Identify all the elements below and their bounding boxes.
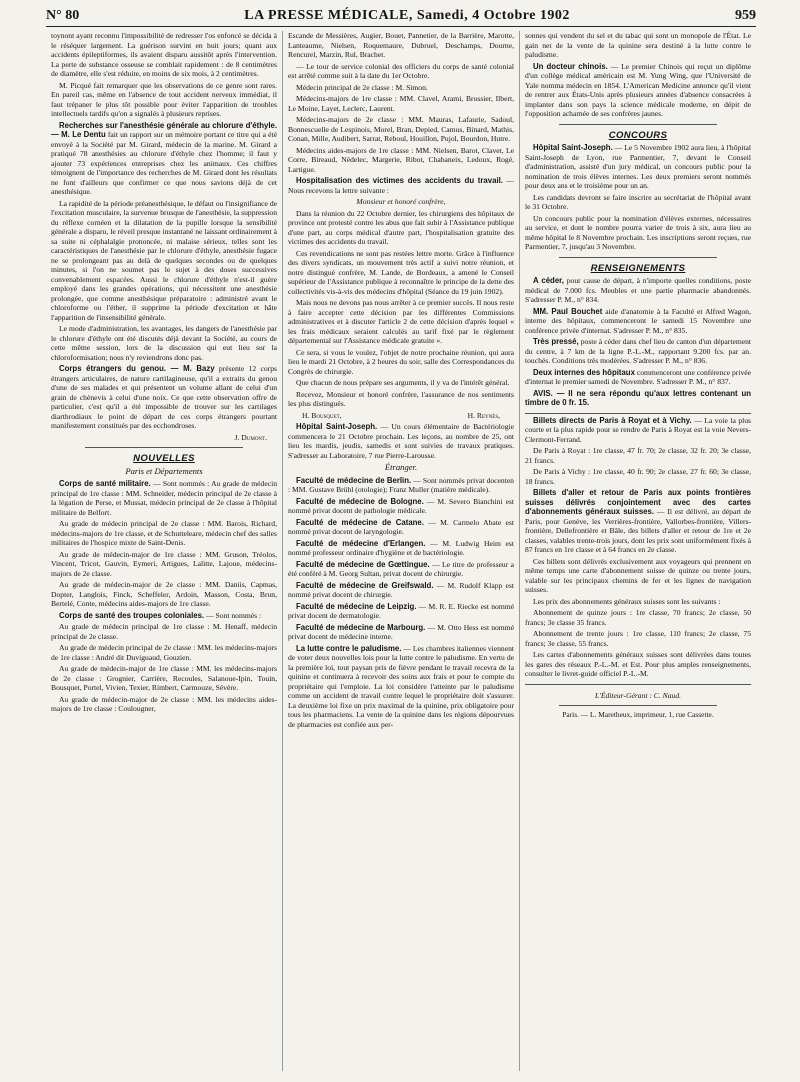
article [51, 121, 277, 197]
paragraph: Ces billets sont délivrés exclusivement aux voyageurs qui prennent en même temps une carte d'abonnement suisse de quinze ou trente jours, valable sur les principaux chemins de fer et les lignes de navigation suisses. [525, 556, 751, 594]
paragraph: Ces revendications ne sont pas restées lettre morte. Grâce à l'influence des divers syndicats, un mouvement très actif a suivi notre réunion, et notre distingué confrère, M. Lande, de Bordeaux, a amené le Conseil supérieur de l'Assistance publique à reconnaître le principe de la dette des collectivités vis-à-vis des médecins d'hôpital (Séance du 19 juin 1902). [288, 248, 514, 296]
paragraph: Médecins-majors de 1re classe : MM. Clavel, Arami, Brossier, Ilbert, Le Moine, Layet, Leclerc, Laurent. [288, 94, 514, 113]
letter-signatures [288, 411, 514, 421]
paragraph: toynont ayant reconnu l'impossibilité de redresser l'os enfoncé se décida à le réséquer largement. La guérison survint en huit jours; quant aux accidents épileptiformes, ils avaient disparu aussitôt après l'intervention. La perte de substance osseuse se comblait rapidement : de 8 centimètres de diamètre, elle s'est réduite, en moins de six mois, à 2 centimètres. [51, 31, 277, 78]
paragraph: Au grade de médecin-major de 2e classe : MM. les médecins aides-majors de 1re classe : Coulougner, [51, 694, 277, 713]
paragraph: — Le tour de service colonial des officiers du corps de santé colonial est arrêté comme suit à la date du 1er Octobre. [288, 61, 514, 80]
paragraph: Au grade de médecin principal de 2e classe : MM. les médecins-majors de 1re classe : André dit Duviguaud, Gouzien. [51, 643, 277, 662]
article-title: Hospitalisation des victimes des accidents du travail. [296, 176, 503, 185]
paragraph: Un concours public pour la nomination d'élèves externes, nécessaires au service, et dont le nombre pourra varier de trois à six, aura lieu au même hôpital le 8 Novembre prochain. Les inscriptions seront reçues, rue Parmentier, 7, jusqu'au 3 Novembre. [525, 213, 751, 251]
signature-a: H. Bousquet, [302, 410, 342, 420]
paragraph: Au grade de médecin principal de 1re classe : M. Henaff, médecin principal de 2e classe. [51, 622, 277, 641]
paragraph: Médecins aides-majors de 1re classe : MM. Nielsen, Barot, Clavet, Le Corre, Bireaud, Nédelec, Margerie, Ribot, Chabaneix, Ledoux, Rogé, Lartigue. [288, 145, 514, 174]
section-heading: CONCOURS [608, 129, 668, 141]
journal-title: LA PRESSE MÉDICALE, Samedi, 4 Octobre 1902 [244, 8, 570, 23]
editor-line: L'Éditeur-Gérant : C. Naud. [594, 690, 682, 700]
divider [525, 684, 751, 685]
paragraph: Les prix des abonnements généraux suisses sont les suivants : [533, 596, 721, 606]
article: Un docteur chinois. — Le premier Chinois qui reçut un diplôme d'un collège médical américain est M. Yung Wing, que l'Université de Yale nomma médecin en 1854. L'American Medicine annonce qu'il vient de rentrer aux États-Unis après plusieurs années d'absence consacrées à implanter dans son pays la science médicale moderne, en dépit de l'opposition acharnée de ses confrères jaunes. [525, 61, 752, 118]
paragraph: Au grade de médecin-major de 1re classe : MM. Gruson, Tréolos, Vincent, Tricot, Gauvin, Eymeri, Artigues, Lalitte, Lajoue, médecins-majors de 2e classe. [51, 549, 277, 578]
classified-ad: Deux internes des hôpitaux commenceront une conférence privée d'internat le premier samedi de Novembre. S'adresser P. M., n° 837. [525, 367, 751, 386]
subsection-heading: Paris et Départements [125, 465, 203, 476]
divider [559, 705, 717, 706]
article: Faculté de médecine d'Erlangen. — M. Ludwig Heim est nommé professeur ordinaire d'hygiène et de bactériologie. [288, 538, 514, 557]
article: Faculté de médecine de Catane. — M. Carmelo Abate est nommé privat docent de laryngologie. [288, 517, 514, 536]
signature-b: H. Reynès, [467, 410, 500, 420]
author-signature: J. Dumont. [234, 432, 267, 442]
paragraph: Médecins-majors de 2e classe : MM. Mauras, Lafaurie, Sadoul, Bonnescuelle de Lespinois, Morel, Bran, Depied, Camus, Binard, Mathis, Conan, Mille, Audibert, Sarrat, Reboul, Houillon, Pujol, Bourdon, Hutre. [288, 115, 514, 143]
article [51, 364, 277, 431]
paragraph: M. Picqué fait remarquer que les observations de ce genre sont rares. En pareil cas, même en l'absence de tout accident nerveux immédiat, il faut trépaner le plus tôt possible pour éviter l'apparition de troubles intellectuels tardifs qu'on a signalés à plusieurs reprises. [51, 80, 277, 118]
article-text: — Sont nommés : [206, 610, 262, 620]
paragraph: Au grade de médecin-major de 2e classe : MM. Daniis, Capmas, Dopter, Langlois, Finck, Scheffeler, Ardoin, Masson, Costa, Brun, Bertelé, Conte, médecins aides-majors de 1re classe. [51, 580, 277, 608]
paragraph: Au grade de médecin-major de 1re classe : MM. les médecins-majors de 2e classe : Grognier, Carrière, Recoules, Salanoue-Ipin, Touin, Bousquet, Portel, Vivien, Texier, Rimbert, Carmouze, Sévère. [51, 664, 277, 692]
article [51, 479, 277, 517]
paragraph: Ce sera, si vous le voulez, l'objet de notre prochaine réunion, qui aura lieu le mardi 21 Octobre, à 2 heures du soir, salle des Correspondances du Congrès de chirurgie. [288, 347, 514, 376]
article-text: — Sont nommés : Au grade de médecin principal de 1re classe : MM. Schneider, médecin principal de 2e classe à la légation de Perse, et Mussat, médecin principal de 2e classe à l'hôpital militaire de Belfort. [51, 479, 277, 517]
divider [525, 413, 751, 414]
fare-line: De Paris à Royat : 1re classe, 47 fr. 70; 2e classe, 32 fr. 20; 3e classe, 21 francs. [525, 446, 751, 465]
article-text: — Un cours élémentaire de Bactériologie commencera le 21 Octobre prochain. Les leçons, au nombre de 25, ont lieu les mardis, jeudis, samedis et sont suivies de travaux pratiques. S'adresser au Laboratoire, 7 rue Pierre-Larousse. [288, 422, 514, 460]
section-heading: RENSEIGNEMENTS [590, 262, 686, 274]
paragraph: Recevez, Monsieur et honoré confrère, l'assurance de nos sentiments les plus distingués. [288, 389, 514, 408]
fare-line: Abonnement de quinze jours : 1re classe, 70 francs; 2e classe, 50 francs; 3e classe 35 francs. [525, 608, 751, 627]
article-text: — Nous recevons la lettre suivante : [288, 176, 515, 195]
article: Billets directs de Paris à Royat et à Vichy. — La voie la plus courte et la plus rapide pour se rendre de Paris à Royat est la voie Nevers-Clermont-Ferrand. [525, 415, 751, 444]
classified-ad: Très pressé, poste à céder dans chef lieu de canton d'un département du centre, à 7 km de la ligne P.-L.-M., rapportant 9.200 fcs. par an. touchés. Conditions très modérées. S'adresser P. M., n° 836. [525, 337, 752, 365]
column-2 [282, 31, 519, 1071]
paragraph: Les cartes d'abonnements généraux suisses sont délivrées dans toutes les gares des réseaux P.-L.-M. et Est. Pour plus amples renseignements, consulter le livret-guide officiel P.-L.-M. [525, 650, 751, 678]
article-text: fait un rapport sur un mémoire portant ce titre qui a été envoyé à la Société par M. Girard, médecin de la marine. M. Girard a pratiqué 78 anesthésies au chlorure d'éthyle chez l'homme; il faut y ajouter 73 expériences entreprises chez les animaux. Ces chiffres témoignent de l'importance des recherches de M. Girard dont les résultats ne font d'ailleurs que confirmer ce que nous savions déjà de cet anesthésique. [51, 130, 277, 196]
paragraph: Au grade de médecin principal de 2e classe : MM. Barois, Richard, médecins-majors de 1re classe, et de Schutteleare, médecin chef des salles militaires de l'hospice mixte de Saint-Denis. [51, 519, 277, 547]
article-title: Corps de santé des troupes coloniales. [59, 610, 205, 620]
article: Billets d'aller et retour de Paris aux points frontières suisses délivrés conjointement avec des cartes d'abonnements généraux suisses. — Il est délivré, au départ de Paris, pour Genève, les Verrières-frontière, Vallorbes-frontière, Villers-frontière, Dellefrontière et Bâle, des billets d'aller et retour de 1re et 2e classes, valables trente-trois jours, dont les prix sont uniformément fixés à 87 francs en 1re classe et à 64 francs en 2e classe. [525, 488, 751, 554]
paragraph: Que chacun de nous prépare ses arguments, il y va de l'intérêt général. [296, 378, 510, 387]
paragraph: Les candidats devront se faire inscrire au secrétariat de l'hôpital avant le 31 Octobre. [525, 192, 751, 211]
article: Faculté de médecine de Berlin. — Sont nommés privat docenten : MM. Gustave Brühl (otologie); Franz Muller (matière médicale). [288, 475, 514, 494]
paragraph: sonnes qui vendent du sel et du tabac qui sont un monopole de l'État. Le gain net de la vente de la quinine sera destiné à la lutte contre le paludisme. [525, 31, 751, 59]
fare-line: De Paris à Vichy : 1re classe, 40 fr. 90; 2e classe, 27 fr. 60; 3e classe, 18 francs. [525, 467, 751, 486]
article: Faculté de médecine de Marbourg. — M. Otto Hess est nommé privat docent de médecine interne. [288, 622, 514, 641]
letter-salutation: Monsieur et honoré confrère, [356, 197, 446, 206]
paragraph: Le mode d'administration, les avantages, les dangers de l'anesthésie par le chlorure d'éthyle ont été discutés déjà devant la Société, au cours de cette même session, lors de la discussion qui eut lieu sur la chloroformisation; nous n'y reviendrons donc pas. [51, 324, 277, 362]
paragraph: Dans la réunion du 22 Octobre dernier, les chirurgiens des hôpitaux de province ont protesté contre les abus que fait subir à l'Assistance publique d'une part, au corps médical d'autre part, l'hospitalisation gratuite des victimes des accidents du travail. [288, 208, 514, 246]
notice: AVIS. — Il ne sera répondu qu'aux lettres contenant un timbre de 0 fr. 15. [525, 388, 751, 407]
article-title: Recherches sur l'anesthésie générale au chlorure d'éthyle. — M. Le Dentu [51, 120, 277, 139]
article-title: Hôpital Saint-Joseph. [296, 422, 378, 431]
paragraph: Médecin principal de 2e classe : M. Simon. [296, 82, 428, 92]
article [288, 422, 514, 460]
printer-line: Paris. — L. Maretheux, imprimeur, 1, rue Cassette. [562, 710, 714, 719]
issue-number: N° 80 [46, 8, 80, 23]
article: Hôpital Saint-Joseph. — Le 5 Novembre 1902 aura lieu, à l'hôpital Saint-Joseph de Lyon, rue Parmentier, 7, devant le Conseil d'administration, assisté d'un jury médical, un concours public pour la nomination de trois élèves internes. Les deux premiers seront nommés pour deux ans et le troisième pour un an. [525, 143, 751, 190]
article: Faculté de médecine de Gœttingue. — Le titre de professeur a été conféré à M. Georg Sultan, privat docent de chirurgie. [288, 559, 514, 578]
divider [85, 447, 243, 448]
paragraph: Escande de Messières, Augier, Bouet, Pannetier, de la Barrière, Marotte, Lanteaume, Nielsen, Roquemaure, Dubruel, Deschamps, Dourne, Rencurel, Marzin, Rul, Brachet. [288, 31, 514, 59]
page-number: 959 [734, 8, 756, 23]
section-heading: NOUVELLES [133, 453, 195, 464]
article-title: Corps de santé militaire. [59, 479, 151, 488]
fare-line: Abonnement de trente jours : 1re classe, 110 francs; 2e classe, 75 francs; 3e classe, 55 francs. [525, 629, 751, 648]
column-1 [46, 31, 282, 1071]
article: Faculté de médecine de Leipzig. — M. R. E. Riecke est nommé privat docent de dermatologie. [288, 601, 514, 620]
article [51, 611, 277, 621]
paragraph: La rapidité de la période préanesthésique, le défaut ou l'insignifiance de l'excitation musculaire, la survenue brusque de l'anesthésie, la suppression du réflexe cornéen et la dilatation de la pupille lorsque la sensibilité générale a disparu, le réveil presque instantané ne laissant ordinairement à sa suite ni céphalalgie prononcée, ni malaise sérieux, telles sont les caractéristiques de l'anesthésie par le chlorure d'éthyle, anesthésie fugace ne se prolongeant pas au delà de quelques secondes ou de quelques minutes, si l'on ne soumet pas le sujet à des doses successives convenablement espacées. Aussi le chlorure d'éthyle n'est-il guère employé dans les grandes opérations, qui nécessitent une anesthésie prolongée, que comme anesthésique préparatoire : administré avant le chloroforme ou l'éther, il supprime la période d'excitation et hâte l'apparition de l'insensibilité générale. [51, 198, 277, 322]
classified-ad: MM. Paul Bouchet aide d'anatomie à la Faculté et Alfred Wagon, interne des hôpitaux, commenceront le samedi 15 Novembre une conférence privée d'internat. S'adresser P. M., n° 835. [525, 306, 751, 335]
subsection-heading: Étranger. [384, 462, 418, 472]
article: Faculté de médecine de Bologne. — M. Severo Bianchini est nommé privat docent de pathologie médicale. [288, 496, 515, 515]
divider [559, 257, 717, 258]
article-text: présente 12 corps étrangers articulaires, de nature cartilagineuse, qu'il a extraits du genou d'une de ses malades et qui présentent un volume allant de celui d'un grain de chènevis à celui d'une noix. Ce que cette observation offre de particulier, c'est qu'il a été impossible de trouver sur les cartilages diarthrodiaux le point de départ de ces corps étrangers pourtant manifestement constitués par des ecchondroses. [51, 364, 277, 430]
page-header [46, 8, 756, 27]
article: Faculté de médecine de Greifswald. — M. Rudolf Klapp est nommé privat docent de chirurgie. [288, 580, 514, 599]
article: La lutte contre le paludisme. — Les chambres italiennes viennent de voter deux nouvelles lois pour la lutte contre le paludisme. En vertu de la première loi, tout paysan pris de fièvre pendant le travail recevra de la quinine et continuera à recevoir des soins aux frais et pour le compte du propriétaire qui l'emploie. La loi considère l'atteinte par le paludisme comme un accident de travail contre lequel le propriétaire doit s'assurer. La deuxième loi fixe un prix maximal de la quinine, prix obligatoire pour tous les pharmaciens. La vente de la quinine dans les régions dépourvues de pharmacies est confiée aux per- [288, 643, 514, 729]
column-3 [519, 31, 756, 1071]
article [288, 176, 514, 195]
article-title: Corps étrangers du genou. — M. Bazy [59, 364, 215, 373]
classified-ad: A céder, pour cause de départ, à n'importe quelles conditions, poste médical de 7.000 fcs. Meubles et une partie pharmacie abandonnés. S'adresser P. M., n° 834. [525, 276, 751, 304]
divider [559, 124, 717, 125]
paragraph: Mais nous ne devons pas nous arrêter à ce premier succès. Il nous reste à faire accepter cette décision par les différentes Commissions administratives et à discuter l'article 2 de cette décision d'après lequel « les frais médicaux seraient calculés au tarif fixé par le règlement départemental sur l'Assistance médicale gratuite ». [288, 298, 514, 345]
